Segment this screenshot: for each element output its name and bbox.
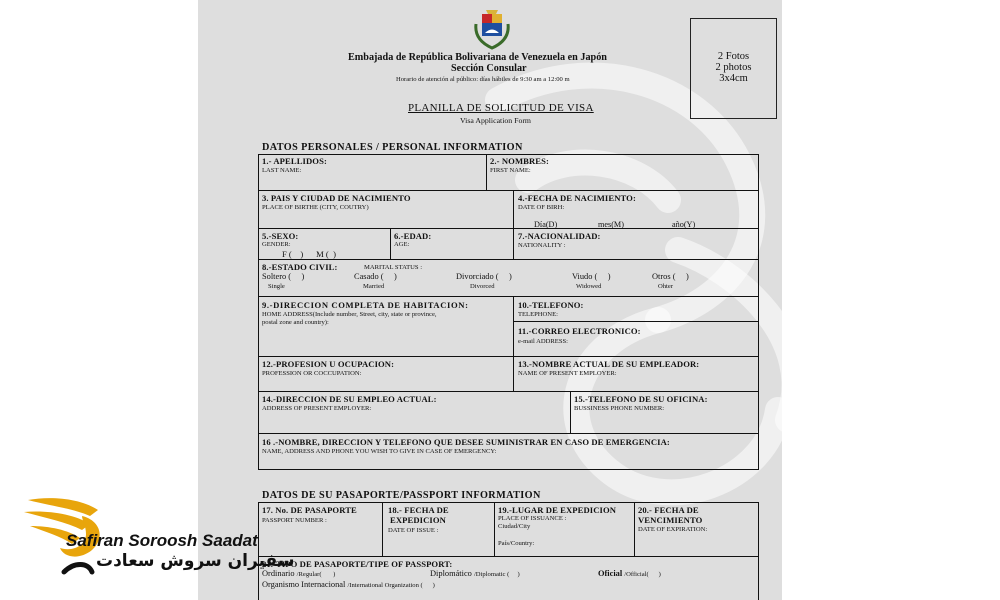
last-name-sublabel: LAST NAME: [262, 167, 302, 174]
col-rule [494, 502, 495, 556]
ordinary-label-en: /Regular( ) [296, 571, 336, 578]
employer-sublabel: NAME OF PRESENT EMPLOYER: [518, 370, 617, 377]
office-phone-field[interactable] [574, 414, 756, 430]
diplomatic-label: Diplomático [430, 569, 472, 578]
company-name-latin: Safiran Soroosh Saadat [66, 531, 258, 550]
telephone-label: 10.-TELEFONO: [518, 300, 584, 310]
passport-number-label: 17. No. DE PASAPORTE [262, 505, 357, 515]
row-rule [258, 391, 759, 392]
passport-info-title: DATOS DE SU PASAPORTE/PASSPORT INFORMATION [262, 490, 541, 501]
col-rule [634, 502, 635, 556]
email-label: 11.-CORREO ELECTRONICO: [518, 326, 641, 336]
international-org-label: Organismo Internacional [262, 580, 346, 589]
issue-country-label: País/Country: [498, 540, 535, 547]
age-field[interactable] [394, 248, 510, 258]
row-rule [258, 259, 759, 260]
first-name-sublabel: FIRST NAME: [490, 167, 531, 174]
office-phone-label: 15.-TELEFONO DE SU OFICINA: [574, 394, 708, 404]
birth-date-sublabel: DATE OF BIRH: [518, 204, 565, 211]
emergency-contact-label: 16 .-NOMBRE, DIRECCION Y TELEFONO QUE DESEE SUMINISTRAR EN CASO DE EMERGENCIA: [262, 437, 670, 447]
personal-info-title: DATOS PERSONALES / PERSONAL INFORMATION [262, 142, 523, 153]
consular-section: Sección Consular [451, 63, 527, 74]
issue-place-field[interactable] [538, 522, 630, 552]
employer-label: 13.-NOMBRE ACTUAL DE SU EMPLEADOR: [518, 359, 700, 369]
email-sublabel: e-mail ADDRESS: [518, 338, 569, 345]
photo-box[interactable] [690, 18, 777, 119]
issue-date-label-1: 18.- FECHA DE [388, 505, 449, 515]
row-rule [258, 296, 759, 297]
birth-day-field[interactable]: Día(D) [534, 220, 558, 229]
employer-address-field[interactable] [260, 414, 566, 430]
official-label-en: /Official( ) [624, 571, 661, 578]
nationality-label: 7.-NACIONALIDAD: [518, 231, 601, 241]
issue-date-field[interactable] [386, 536, 492, 554]
form-subtitle: Visa Application Form [460, 116, 531, 125]
married-en: Married [363, 283, 385, 290]
home-address-sublabel-1: HOME ADDRESS(Include number, Street, city, state or province, [262, 311, 437, 318]
issue-date-label-2: EXPEDICION [390, 515, 446, 525]
international-org-label-en: /International Organization ( ) [347, 582, 435, 589]
home-address-field[interactable] [260, 328, 510, 354]
birth-date-label: 4.-FECHA DE NACIMIENTO: [518, 193, 636, 203]
photo-line-1: 2 Fotos [717, 51, 750, 62]
expiration-date-label-1: 20.- FECHA DE [638, 505, 699, 515]
birth-year-field[interactable]: año(Y) [672, 220, 696, 229]
email-field[interactable] [584, 336, 756, 350]
issue-place-label: 19.-LUGAR DE EXPEDICION [498, 505, 617, 515]
employer-field[interactable] [516, 378, 756, 390]
other-en: Ohter [658, 283, 674, 290]
nationality-field[interactable] [576, 240, 756, 252]
official-label: Oficial [598, 569, 623, 578]
col-rule [570, 391, 571, 433]
office-phone-sublabel: BUSSINESS PHONE NUMBER: [574, 405, 665, 412]
home-address-sublabel-2: postal zone and country): [262, 319, 329, 326]
nationality-sublabel: NATIONALITY : [518, 242, 566, 249]
last-name-label: 1.- APELLIDOS: [262, 156, 327, 166]
col-rule [390, 228, 391, 259]
sex-sublabel: GENDER: [262, 241, 291, 248]
birth-place-field[interactable] [260, 212, 510, 226]
telephone-sublabel: TELEPHONE: [518, 311, 558, 318]
marital-status-label: 8.-ESTADO CIVIL: [262, 262, 338, 272]
form-title: PLANILLA DE SOLICITUD DE VISA [408, 102, 594, 114]
birth-place-sublabel: PLACE OF BIRTHE (CITY, COUTRY) [262, 204, 369, 211]
single-option[interactable]: Soltero ( ) [262, 272, 305, 281]
last-name-field[interactable] [260, 176, 484, 188]
diplomatic-label-en: /Diplomatic ( ) [473, 571, 520, 578]
first-name-field[interactable] [490, 176, 756, 188]
profession-sublabel: PROFESSION OR COCCUPATION: [262, 370, 362, 377]
first-name-label: 2.- NOMBRES: [490, 156, 549, 166]
passport-number-sublabel: PASSPORT NUMBER : [262, 517, 327, 524]
sex-options[interactable]: F ( ) M ( ) [282, 249, 336, 259]
employer-address-label: 14.-DIRECCION DE SU EMPLEO ACTUAL: [262, 394, 437, 404]
divorced-en: Divorced [470, 283, 495, 290]
married-option[interactable]: Casado ( ) [354, 272, 397, 281]
passport-type-label: 21.-TIPO DE PASAPORTE/TIPE OF PASSPORT: [262, 559, 453, 569]
age-label: 6.-EDAD: [394, 231, 432, 241]
expiration-date-field[interactable] [638, 536, 756, 554]
single-en: Single [268, 283, 285, 290]
issue-date-sublabel: DATE OF ISSUE : [388, 527, 439, 534]
profession-field[interactable] [260, 378, 510, 390]
official-option[interactable] [598, 569, 661, 578]
age-sublabel: AGE: [394, 241, 410, 248]
birth-month-field[interactable]: mes(M) [598, 220, 624, 229]
photo-line-3: 3x4cm [719, 73, 748, 84]
marital-status-sublabel: MARITAL STATUS : [364, 264, 423, 271]
birth-place-label: 3. PAIS Y CIUDAD DE NACIMIENTO [262, 193, 411, 203]
profession-label: 12.-PROFESION U OCUPACION: [262, 359, 395, 369]
company-name-persian: سفیران سروش سعادت [96, 551, 295, 571]
office-hours: Horario de atención al público: días hábiles de 9:30 am a 12:00 m [396, 76, 570, 83]
emergency-contact-field[interactable] [260, 456, 756, 468]
divorced-option[interactable]: Divorciado ( ) [456, 272, 512, 281]
embassy-name: Embajada de República Bolivariana de Venezuela en Japón [348, 52, 607, 63]
expiration-date-label-2: VENCIMIENTO [638, 515, 703, 525]
employer-address-sublabel: ADDRESS OF PRESENT EMPLOYER: [262, 405, 372, 412]
sex-label: 5.-SEXO: [262, 231, 299, 241]
row-rule [258, 356, 759, 357]
issue-place-sublabel: PLACE OF ISSUANCE : [498, 515, 567, 522]
coat-of-arms-icon [470, 6, 514, 50]
col-rule [382, 502, 383, 556]
col-rule [513, 190, 514, 259]
home-address-label: 9.-DIRECCION COMPLETA DE HABITACION: [262, 300, 469, 310]
ordinary-label: Ordinario [262, 569, 295, 578]
expiration-date-sublabel: DATE OF EXPIRATION: [638, 526, 708, 533]
row-rule [258, 190, 759, 191]
emergency-contact-sublabel: NAME, ADDRESS AND PHONE YOU WISH TO GIVE IN CASE OF EMERGENCY: [262, 448, 497, 455]
col-rule [486, 154, 487, 190]
photo-line-2: 2 photos [715, 62, 752, 73]
row-rule [513, 321, 759, 322]
row-rule [258, 556, 759, 557]
widowed-en: Widowed [576, 283, 602, 290]
diplomatic-option[interactable] [430, 569, 520, 578]
col-rule [513, 296, 514, 391]
other-option[interactable]: Otros ( ) [652, 272, 689, 281]
widowed-option[interactable]: Viudo ( ) [572, 272, 611, 281]
row-rule [258, 433, 759, 434]
issue-city-label: Ciudad/City [498, 523, 531, 530]
